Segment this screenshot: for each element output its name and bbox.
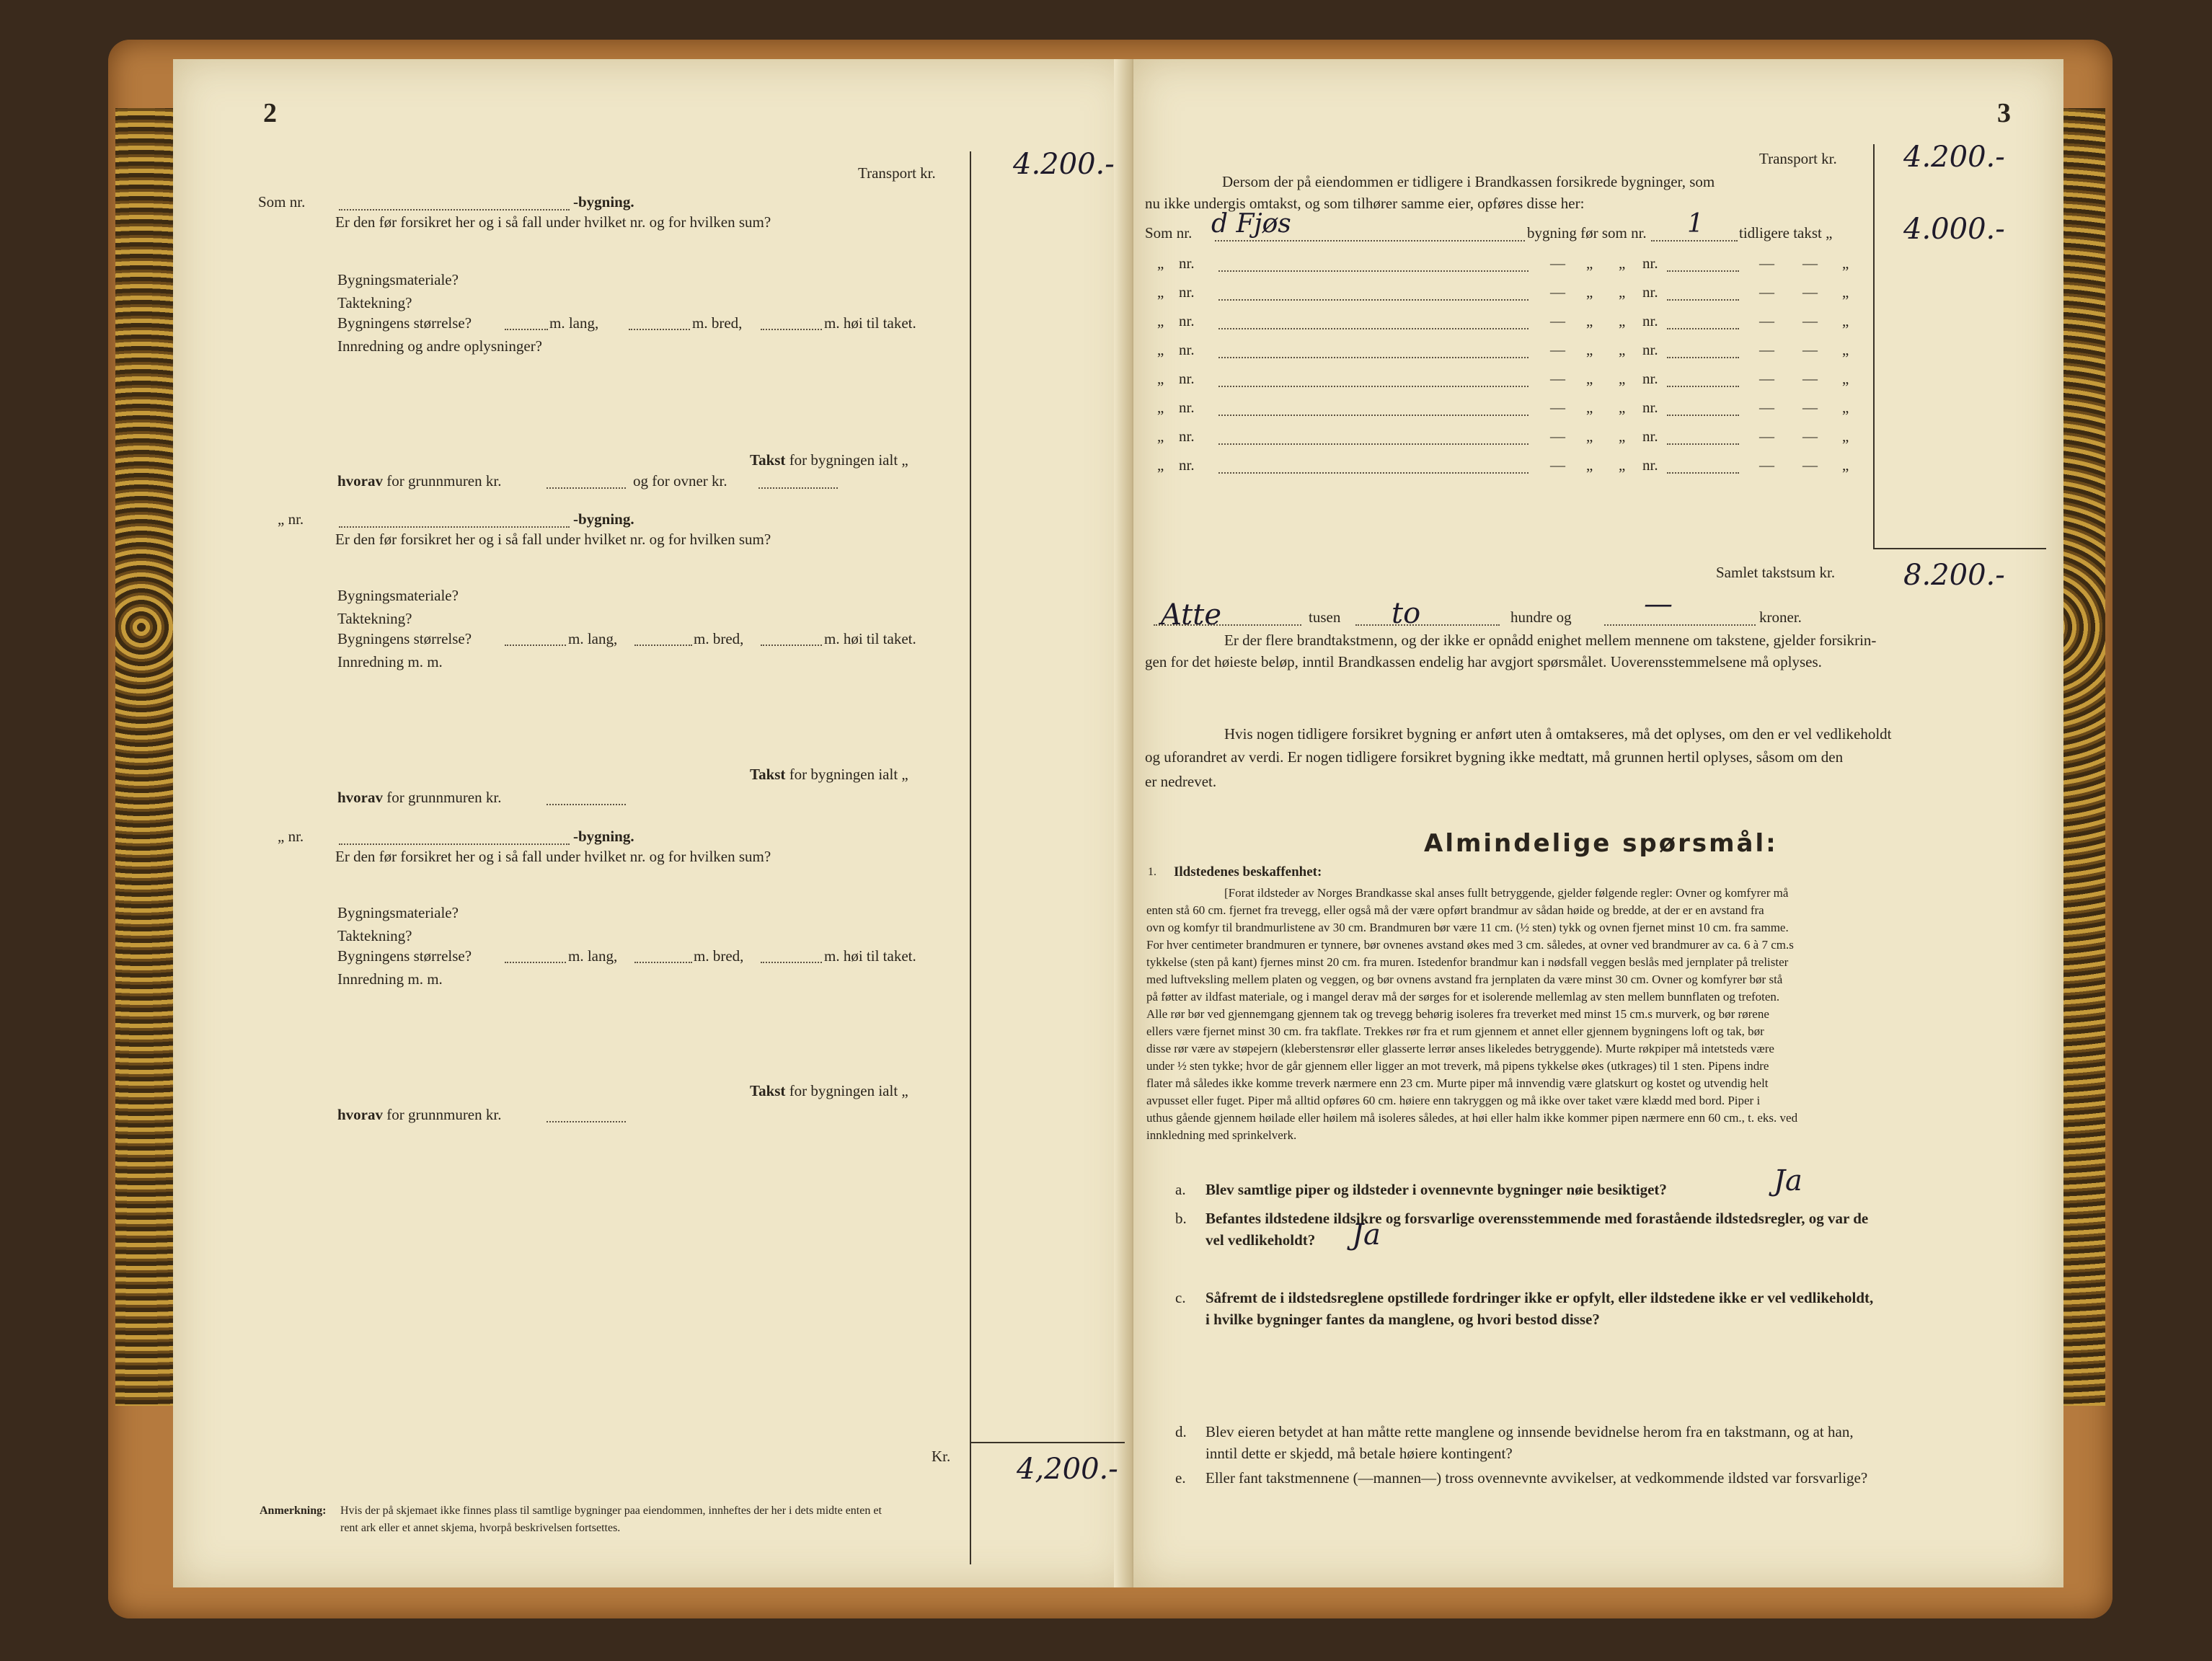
extra-info-label: Innredning og andre oplysninger? bbox=[337, 337, 543, 355]
foundation-label: hvorav for grunnmuren kr. bbox=[337, 472, 502, 490]
amount-words-thousands: Atte bbox=[1161, 598, 1222, 632]
question-letter: c. bbox=[1175, 1289, 1186, 1306]
row-ditto: „ bbox=[1842, 283, 1849, 301]
row-nr-label: nr. bbox=[1179, 399, 1195, 416]
row-dash: — bbox=[1759, 341, 1774, 358]
row-ditto: „ bbox=[1586, 428, 1593, 445]
row-nr-field[interactable] bbox=[1667, 443, 1739, 445]
length-unit: m. lang, bbox=[549, 314, 599, 332]
building-type-field[interactable] bbox=[339, 209, 570, 211]
left-page bbox=[173, 59, 1132, 1587]
general-questions-heading: Almindelige spørsmål: bbox=[1424, 829, 1778, 858]
ovner-field[interactable] bbox=[758, 487, 838, 489]
bygning-label: -bygning. bbox=[573, 828, 634, 845]
row-dash: — bbox=[1550, 341, 1565, 358]
row-dash: — bbox=[1550, 312, 1565, 329]
entry-prefix: „ nr. bbox=[278, 828, 304, 845]
section-number: 1. bbox=[1148, 866, 1156, 878]
tidligere-label: tidligere takst „ bbox=[1739, 224, 1833, 242]
bygning-label: -bygning. bbox=[573, 510, 634, 528]
left-total-value: 4,200.- bbox=[1017, 1453, 1118, 1486]
question-text: Eller fant takstmennene (—mannen—) tross ovennevnte avvikelser, at vedkommende ildsted var forsvarlige? bbox=[1205, 1469, 1868, 1487]
height-unit: m. høi til taket. bbox=[824, 630, 916, 647]
hundre-label: hundre og bbox=[1510, 608, 1572, 626]
foundation-field[interactable] bbox=[547, 487, 626, 489]
row-ditto: „ bbox=[1586, 254, 1593, 272]
row-nr-label: nr. bbox=[1642, 254, 1658, 272]
row-dash: — bbox=[1759, 254, 1774, 272]
row-ditto: „ bbox=[1619, 428, 1626, 445]
height-field[interactable] bbox=[761, 329, 822, 330]
row-dash: — bbox=[1550, 428, 1565, 445]
width-unit: m. bred, bbox=[692, 314, 743, 332]
left-total-rule bbox=[970, 1442, 1125, 1443]
bygning-label: -bygning. bbox=[573, 193, 634, 211]
section-title: Ildstedenes beskaffenhet: bbox=[1174, 864, 1322, 880]
row-ditto: „ bbox=[1842, 254, 1849, 272]
rules-line: uthus gående gjennem høilade eller høilem må isoleres således, at høi eller halm ikke kommer pipen nærmere enn 60 cm., t. eks. ved bbox=[1146, 1111, 1798, 1125]
rules-line: For hver centimeter brandmuren er tynnere, bør ovnenes avstand økes med 3 cm. således, at ovner ved brandmurer av ca. 6 à 7 cm.s bbox=[1146, 938, 1794, 952]
rules-line: ovn og komfyr til brandmurlistene av 30 cm. Brandmuren bør være 11 cm. (½ sten) tykk og ovnen fjernet minst 10 cm. fra samme. bbox=[1146, 921, 1789, 934]
row-nr-field[interactable] bbox=[1667, 270, 1739, 272]
question-text: Blev eieren betydet at han måtte rette manglene og innsende bevidnelse herom fra en takstmann, og at han, bbox=[1205, 1423, 1854, 1440]
row-ditto: „ bbox=[1586, 370, 1593, 387]
row-ditto: „ bbox=[1842, 370, 1849, 387]
row-building-field[interactable] bbox=[1218, 357, 1529, 358]
row-dash: — bbox=[1759, 399, 1774, 416]
row-ditto: „ bbox=[1842, 428, 1849, 445]
hundreds-field[interactable] bbox=[1355, 624, 1500, 626]
roof-label: Taktekning? bbox=[337, 927, 412, 944]
row-building-field[interactable] bbox=[1218, 328, 1529, 329]
bygning-for-label: bygning før som nr. bbox=[1527, 224, 1647, 242]
previous-nr-value: 1 bbox=[1687, 209, 1704, 239]
row-building-field[interactable] bbox=[1218, 443, 1529, 445]
question-text: Såfremt de i ildstedsreglene opstillede fordringer ikke er opfylt, eller ildstedene ikke er vel vedlikeholdt, bbox=[1205, 1289, 1874, 1306]
previous-insurance-question: Er den før forsikret her og i så fall under hvilket nr. og for hvilken sum? bbox=[335, 213, 771, 231]
extra-info-label: Innredning m. m. bbox=[337, 970, 443, 988]
row-ditto: „ bbox=[1586, 312, 1593, 329]
left-kr-rule bbox=[970, 1442, 971, 1564]
row-dash: — bbox=[1759, 428, 1774, 445]
left-amount-column-rule bbox=[970, 151, 971, 1564]
material-label: Bygningsmateriale? bbox=[337, 271, 459, 288]
row-nr-label: nr. bbox=[1642, 312, 1658, 329]
note-line-2: rent ark eller et annet skjema, hvorpå beskrivelsen fortsettes. bbox=[340, 1522, 621, 1534]
previous-nr-field[interactable] bbox=[1651, 240, 1738, 242]
takst-label: Takst for bygningen ialt „ bbox=[750, 1082, 908, 1099]
row-dash: — bbox=[1550, 399, 1565, 416]
rules-line: på føtter av ildfast materiale, og i mangel derav må der sørges for et isolerende mellemlag av sten mellem bunnflaten og trefoten. bbox=[1146, 990, 1780, 1004]
right-amount-column-rule bbox=[1873, 144, 1875, 548]
rules-line: innkledning med sprinkelverk. bbox=[1146, 1128, 1297, 1142]
row-nr-label: nr. bbox=[1642, 456, 1658, 474]
size-label: Bygningens størrelse? bbox=[337, 314, 472, 332]
row-dash: — bbox=[1802, 341, 1818, 358]
row-ditto: „ bbox=[1157, 312, 1164, 329]
question-letter: a. bbox=[1175, 1181, 1186, 1198]
rules-line: avpusset eller fuget. Piper må alltid opføres 60 cm. høiere enn takryggen og må ikke over taket være klædd med bord. Piper i bbox=[1146, 1094, 1761, 1107]
right-page-number: 3 bbox=[1997, 98, 2011, 128]
rules-line: Alle rør bør ved gjennemgang gjennem tak og trevegg behørig isoleres fra treverket med minst 15 cm.s murverk, og bør rørene bbox=[1146, 1007, 1769, 1021]
row-nr-field[interactable] bbox=[1667, 386, 1739, 387]
left-page-number: 2 bbox=[263, 98, 277, 128]
extra-info-label: Innredning m. m. bbox=[337, 653, 443, 670]
row-ditto: „ bbox=[1619, 399, 1626, 416]
thousands-field[interactable] bbox=[1154, 624, 1301, 626]
row-ditto: „ bbox=[1842, 312, 1849, 329]
hvis-line-3: er nedrevet. bbox=[1145, 773, 1217, 790]
length-field[interactable] bbox=[505, 962, 566, 963]
row-ditto: „ bbox=[1586, 283, 1593, 301]
question-answer[interactable]: Ja bbox=[1774, 1164, 1802, 1197]
row-nr-label: nr. bbox=[1179, 428, 1195, 445]
row-nr-label: nr. bbox=[1642, 283, 1658, 301]
row-dash: — bbox=[1802, 312, 1818, 329]
row-dash: — bbox=[1802, 456, 1818, 474]
question-text-continued: inntil dette er skjedd, må betale høiere kontingent? bbox=[1205, 1445, 1513, 1462]
row-ditto: „ bbox=[1619, 283, 1626, 301]
kr-label: Kr. bbox=[932, 1448, 951, 1465]
row-dash: — bbox=[1759, 456, 1774, 474]
row-nr-label: nr. bbox=[1179, 254, 1195, 272]
question-text-continued: i hvilke bygninger fantes da manglene, og hvori bestod disse? bbox=[1205, 1311, 1600, 1328]
roof-label: Taktekning? bbox=[337, 610, 412, 627]
row-nr-field[interactable] bbox=[1667, 357, 1739, 358]
takst-label: Takst for bygningen ialt „ bbox=[750, 451, 908, 469]
row-nr-field[interactable] bbox=[1667, 299, 1739, 301]
row-building-field[interactable] bbox=[1218, 472, 1529, 474]
row-ditto: „ bbox=[1619, 341, 1626, 358]
row-building-field[interactable] bbox=[1218, 270, 1529, 272]
row-nr-label: nr. bbox=[1642, 370, 1658, 387]
intro-line-1: Dersom der på eiendommen er tidligere i Brandkassen forsikrede bygninger, som bbox=[1222, 173, 1715, 190]
row-building-field[interactable] bbox=[1218, 299, 1529, 301]
row-nr-label: nr. bbox=[1642, 341, 1658, 358]
amount-words-rest: — bbox=[1644, 588, 1673, 621]
note-label: Anmerkning: bbox=[260, 1505, 327, 1517]
size-label: Bygningens størrelse? bbox=[337, 947, 472, 965]
building-type-field[interactable] bbox=[339, 843, 570, 845]
right-transport-value: 4.200.- bbox=[1903, 141, 2005, 174]
building-type-field[interactable] bbox=[339, 526, 570, 528]
row-ditto: „ bbox=[1157, 254, 1164, 272]
row-ditto: „ bbox=[1619, 254, 1626, 272]
row-ditto: „ bbox=[1586, 456, 1593, 474]
row-dash: — bbox=[1550, 283, 1565, 301]
height-field[interactable] bbox=[761, 962, 822, 963]
row-ditto: „ bbox=[1842, 399, 1849, 416]
row-ditto: „ bbox=[1842, 341, 1849, 358]
row-building-field[interactable] bbox=[1218, 415, 1529, 416]
foundation-field[interactable] bbox=[547, 804, 626, 805]
rules-line: ellers være fjernet minst 30 cm. fra takflate. Trekkes rør fra et rum gjennem et annet eller gjennem bygningens loft og tak, bør bbox=[1146, 1024, 1764, 1038]
hvis-line-2: og uforandret av verdi. Er nogen tidligere forsikret bygning ikke medtatt, må grunnen hertil oplyses, såsom om den bbox=[1145, 748, 1844, 766]
question-answer[interactable]: Ja bbox=[1352, 1218, 1381, 1252]
row-dash: — bbox=[1550, 370, 1565, 387]
foundation-label: hvorav for grunnmuren kr. bbox=[337, 1106, 502, 1123]
width-field[interactable] bbox=[629, 329, 690, 330]
entry-prefix: „ nr. bbox=[278, 510, 304, 528]
question-letter: d. bbox=[1175, 1423, 1187, 1440]
row-ditto: „ bbox=[1157, 341, 1164, 358]
width-unit: m. bred, bbox=[694, 947, 744, 965]
left-transport-value: 4.200.- bbox=[1013, 148, 1115, 181]
right-page bbox=[1133, 59, 2063, 1587]
row-ditto: „ bbox=[1586, 399, 1593, 416]
row-dash: — bbox=[1759, 370, 1774, 387]
row-nr-field[interactable] bbox=[1667, 328, 1739, 329]
entry-prefix: Som nr. bbox=[258, 193, 306, 211]
row-nr-label: nr. bbox=[1179, 456, 1195, 474]
ovner-label: og for ovner kr. bbox=[633, 472, 727, 490]
width-field[interactable] bbox=[634, 962, 692, 963]
row-dash: — bbox=[1802, 283, 1818, 301]
height-field[interactable] bbox=[761, 645, 822, 646]
question-letter: e. bbox=[1175, 1469, 1186, 1487]
row-nr-label: nr. bbox=[1179, 312, 1195, 329]
length-field[interactable] bbox=[505, 645, 566, 646]
row-ditto: „ bbox=[1157, 370, 1164, 387]
roof-label: Taktekning? bbox=[337, 294, 412, 311]
row-nr-field[interactable] bbox=[1667, 415, 1739, 416]
flere-line-2: gen for det høieste beløp, inntil Brandkassen endelig har avgjort spørsmålet. Uoverensstemmelsene må oplyses. bbox=[1145, 653, 1822, 670]
right-transport-label: Transport kr. bbox=[1759, 150, 1837, 167]
question-text: Blev samtlige piper og ildsteder i ovennevnte bygninger nøie besiktiget? bbox=[1205, 1181, 1667, 1198]
previous-insurance-question: Er den før forsikret her og i så fall under hvilket nr. og for hvilken sum? bbox=[335, 848, 771, 865]
row-ditto: „ bbox=[1619, 312, 1626, 329]
size-label: Bygningens størrelse? bbox=[337, 630, 472, 647]
kroner-label: kroner. bbox=[1759, 608, 1802, 626]
row-dash: — bbox=[1802, 370, 1818, 387]
row-ditto: „ bbox=[1157, 399, 1164, 416]
samlet-label: Samlet takstsum kr. bbox=[1716, 564, 1836, 581]
row-ditto: „ bbox=[1619, 456, 1626, 474]
row-nr-label: nr. bbox=[1179, 283, 1195, 301]
intro-line-2: nu ikke undergis omtakst, og som tilhører samme eier, opføres disse her: bbox=[1145, 195, 1585, 212]
row-nr-field[interactable] bbox=[1667, 472, 1739, 474]
previous-takst-value: 4.000.- bbox=[1903, 213, 2005, 246]
previous-insurance-question: Er den før forsikret her og i så fall under hvilket nr. og for hvilken sum? bbox=[335, 531, 771, 548]
foundation-field[interactable] bbox=[547, 1121, 626, 1122]
tusen-label: tusen bbox=[1309, 608, 1341, 626]
rules-line: tykkelse (sten på kant) fjernes minst 20 cm. fra muren. Istedenfor brandmur kan i nødsfall veggen beslås med jernplater på trelister bbox=[1146, 955, 1789, 969]
row-nr-label: nr. bbox=[1642, 399, 1658, 416]
samlet-value: 8.200.- bbox=[1903, 559, 2005, 592]
row-ditto: „ bbox=[1157, 428, 1164, 445]
rules-line: flater må således ikke komme treverk nærmere enn 23 cm. Murte piper må innvendig være glatskurt og kostet og utvendig helt bbox=[1146, 1076, 1769, 1090]
foundation-label: hvorav for grunnmuren kr. bbox=[337, 789, 502, 806]
left-transport-label: Transport kr. bbox=[858, 164, 936, 182]
width-field[interactable] bbox=[634, 645, 692, 646]
row-ditto: „ bbox=[1619, 370, 1626, 387]
material-label: Bygningsmateriale? bbox=[337, 587, 459, 604]
row-dash: — bbox=[1802, 428, 1818, 445]
row-dash: — bbox=[1550, 456, 1565, 474]
note-line-1: Hvis der på skjemaet ikke finnes plass til samtlige bygninger paa eiendommen, innheftes der her i dets midte enten et bbox=[340, 1505, 882, 1517]
takst-label: Takst for bygningen ialt „ bbox=[750, 766, 908, 783]
row-ditto: „ bbox=[1157, 283, 1164, 301]
width-unit: m. bred, bbox=[694, 630, 744, 647]
right-sum-rule bbox=[1873, 548, 2046, 549]
rules-line: [Forat ildsteder av Norges Brandkasse skal anses fullt betryggende, gjelder følgende regler: Ovner og komfyrer må bbox=[1224, 886, 1789, 900]
rules-line: under ½ sten tykke; hvor de går gjennem eller ligger an mot treverk, må pipens tykkelse økes (utkrages) til 1 sten. Pipens indre bbox=[1146, 1059, 1769, 1073]
row-nr-label: nr. bbox=[1179, 341, 1195, 358]
row-dash: — bbox=[1802, 399, 1818, 416]
rules-line: med luftveksling mellem platen og veggen, og bør ovnens avstand fra jernplaten da være minst 30 cm. Ovner og komfyrer bør stå bbox=[1146, 973, 1783, 986]
rules-line: enten stå 60 cm. fjernet fra trevegg, eller også må der være opført brandmur av sådan høide og bredde, at der er en avstand fra bbox=[1146, 903, 1764, 917]
previous-building-field[interactable] bbox=[1215, 240, 1525, 242]
row-nr-label: nr. bbox=[1179, 370, 1195, 387]
height-unit: m. høi til taket. bbox=[824, 947, 916, 965]
rest-field[interactable] bbox=[1604, 624, 1756, 626]
question-text-continued: vel vedlikeholdt? bbox=[1205, 1231, 1316, 1249]
height-unit: m. høi til taket. bbox=[824, 314, 916, 332]
rules-line: disse rør være av støpejern (kleberstensrør eller glasserte lerrør anses likeledes betryggende). Murte røkpiper må intetsteds være bbox=[1146, 1042, 1774, 1055]
row-dash: — bbox=[1550, 254, 1565, 272]
amount-words-hundreds: to bbox=[1392, 597, 1421, 630]
hvis-line-1: Hvis nogen tidligere forsikret bygning er anført uten å omtakseres, må det oplyses, om den er vel vedlikeholdt bbox=[1224, 725, 1892, 743]
flere-line-1: Er der flere brandtakstmenn, og der ikke er opnådd enighet mellem mennene om takstene, gjelder forsikrin- bbox=[1224, 632, 1877, 649]
row-nr-label: nr. bbox=[1642, 428, 1658, 445]
length-field[interactable] bbox=[505, 329, 548, 330]
row-dash: — bbox=[1802, 254, 1818, 272]
row-dash: — bbox=[1759, 312, 1774, 329]
previous-building-type: d Fjøs bbox=[1211, 209, 1291, 239]
row-ditto: „ bbox=[1157, 456, 1164, 474]
row-building-field[interactable] bbox=[1218, 386, 1529, 387]
length-unit: m. lang, bbox=[568, 630, 618, 647]
question-letter: b. bbox=[1175, 1210, 1187, 1227]
material-label: Bygningsmateriale? bbox=[337, 904, 459, 921]
row-ditto: „ bbox=[1842, 456, 1849, 474]
length-unit: m. lang, bbox=[568, 947, 618, 965]
som-nr-label: Som nr. bbox=[1145, 224, 1193, 242]
row-ditto: „ bbox=[1586, 341, 1593, 358]
question-text: Befantes ildstedene ildsikre og forsvarlige overensstemmende med forastående ildstedsregler, og var de bbox=[1205, 1210, 1869, 1227]
row-dash: — bbox=[1759, 283, 1774, 301]
